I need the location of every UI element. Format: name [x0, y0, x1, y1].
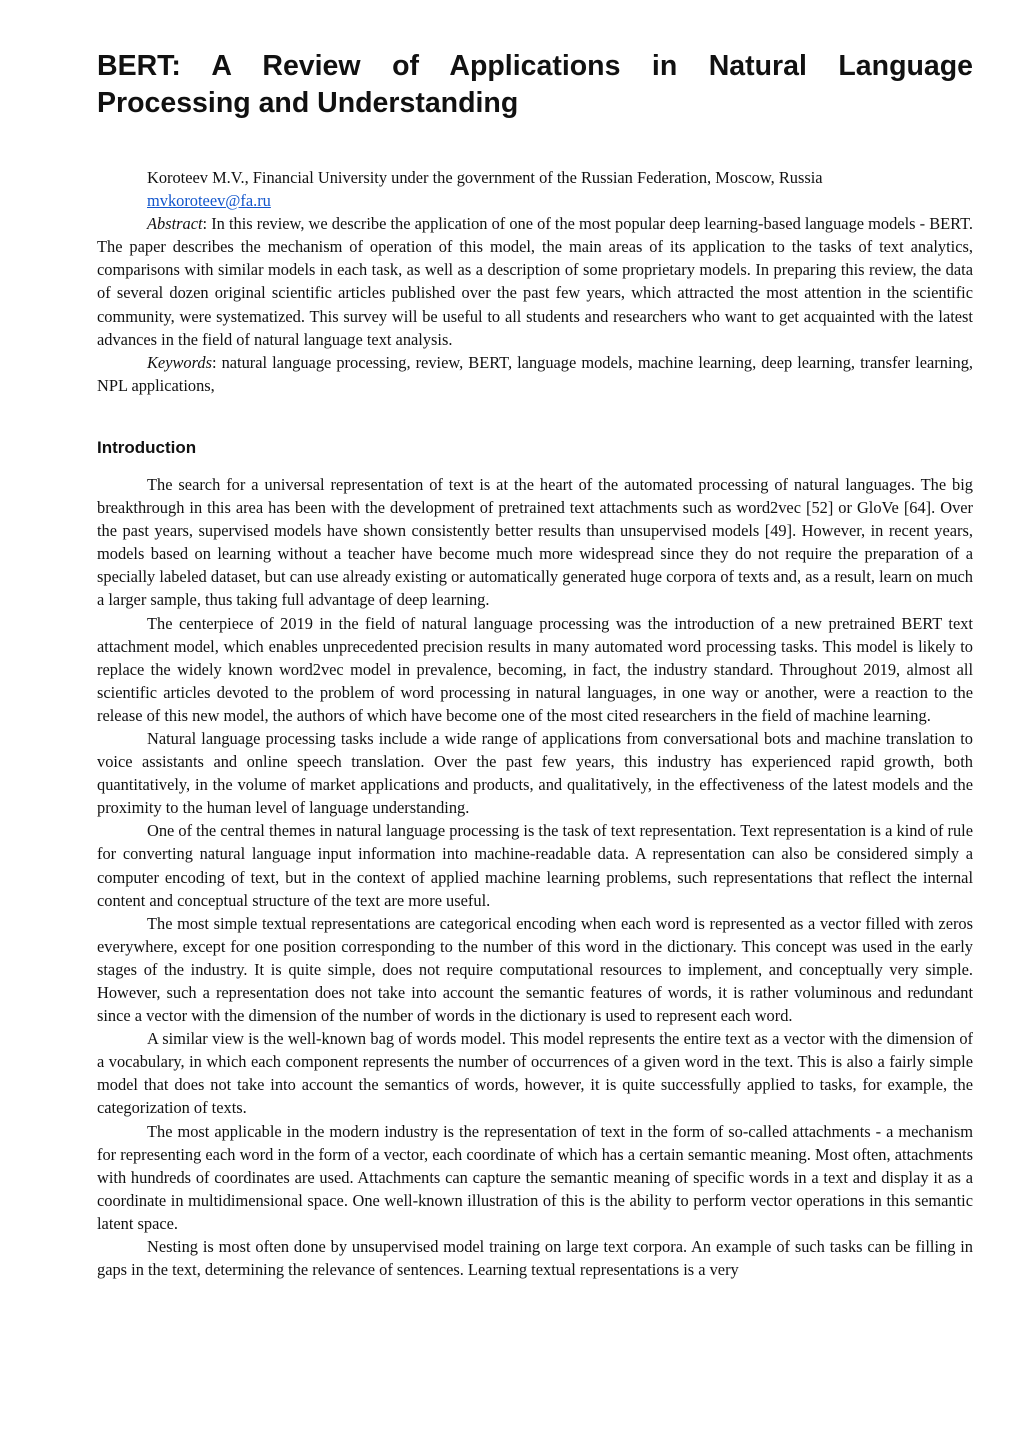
- abstract: [97, 212, 973, 351]
- intro-paragraph: The most simple textual representations are categorical encoding when each word is represented as a vector filled with zeros everywhere, except for one position corresponding to the number of this word in the dictionary. This concept was used in the early stages of the industry. It is quite simple, does not require computational resources to implement, and conceptually very simple. However, such a representation does not take into account the semantic features of words, it is rather voluminous and redundant since a vector with the dimension of the number of words in the dictionary is used to represent each word.: [97, 913, 973, 1026]
- paper-title-line-2: Processing and Understanding: [97, 87, 519, 119]
- front-matter: [97, 166, 973, 397]
- introduction-body: [97, 473, 973, 1281]
- abstract-label: Abstract: [147, 214, 203, 234]
- keywords: [97, 351, 973, 397]
- paper-title: [97, 48, 973, 122]
- intro-paragraph: The most applicable in the modern industry is the representation of text in the form of so-called attachments - a mechanism for representing each word in the form of a vector, each coordinate of which has a certain semantic meaning. Most often, attachments with hundreds of coordinates are used. Attachments can capture the semantic meaning of specific words in a text and display it as a coordinate in multidimensional space. One well-known illustration of this is the ability to perform vector operations in this semantic latent space.: [97, 1121, 973, 1233]
- paper-title-line-1: BERT: A Review of Applications in Natural Language: [97, 50, 973, 82]
- intro-paragraph: A similar view is the well-known bag of words model. This model represents the entire text as a vector with the dimension of a vocabulary, in which each component represents the number of occurrences of a given word in the text. This is also a fairly simple model that does not take into account the semantics of words, however, it is quite successfully applied to tasks, for example, the categorization of texts.: [97, 1029, 973, 1118]
- intro-paragraph: Nesting is most often done by unsupervised model training on large text corpora. An example of such tasks can be filling in gaps in the text, determining the relevance of sentences. Learning textual representations is a very: [97, 1237, 973, 1280]
- author-affiliation: Koroteev M.V., Financial University under the government of the Russian Federation, Moscow, Russia: [147, 168, 823, 187]
- author-email-link[interactable]: mvkoroteev@fa.ru: [147, 191, 271, 211]
- intro-paragraph: Natural language processing tasks include a wide range of applications from conversational bots and machine translation to voice assistants and online speech translation. Over the past few years, this industry has experienced rapid growth, both quantitatively, in the volume of market applications and products, and qualitatively, in the effectiveness of the latest models and the proximity to the human level of language understanding.: [97, 728, 973, 818]
- intro-paragraph: The search for a universal representation of text is at the heart of the automated processing of natural languages. The big breakthrough in this area has been with the development of pretrained text attachments such as word2vec [52] or GloVe [64]. Over the past years, supervised models have shown consistently better results than unsupervised models [49]. However, in recent years, models based on learning without a teacher have become much more widespread since they do not require the preparation of a specially labeled dataset, but can use already existing or automatically generated huge corpora of texts and, as a result, learn on much a larger sample, thus taking full advantage of deep learning.: [97, 474, 973, 610]
- intro-paragraph: One of the central themes in natural language processing is the task of text representation. Text representation is a kind of rule for converting natural language input information into machine-readable data. A representation can also be considered simply a computer encoding of text, but in the context of applied machine learning problems, such representations that reflect the internal content and conceptual structure of the text are more useful.: [97, 821, 974, 910]
- intro-paragraph: The centerpiece of 2019 in the field of natural language processing was the introduction of a new pretrained BERT text attachment model, which enables unprecedented precision results in many automated word processing tasks. This model is likely to replace the widely known word2vec model in prevalence, becoming, in fact, the industry standard. Throughout 2019, almost all scientific articles devoted to the problem of word processing in natural languages, in one way or another, were a reaction to the release of this new model, the authors of which have become one of the most cited researchers in the field of machine learning.: [97, 613, 973, 725]
- keywords-text: : natural language processing, review, BERT, language models, machine learning, deep learning, transfer learning, NPL applications,: [97, 352, 973, 395]
- paper-page: [97, 48, 973, 1281]
- abstract-text: : In this review, we describe the application of one of the most popular deep learning-based language models - BERT. The paper describes the mechanism of operation of this model, the main areas of its application to the tasks of text analytics, comparisons with similar models in each task, as well as a description of some proprietary models. In preparing this review, the data of several dozen original scientific articles published over the past few years, which attracted the most attention in the scientific community, were systematized. This survey will be useful to all students and researchers who want to get acquainted with the latest advances in the field of natural language text analysis.: [97, 214, 973, 349]
- keywords-label: Keywords: [147, 352, 212, 372]
- section-heading-introduction: Introduction: [97, 437, 197, 457]
